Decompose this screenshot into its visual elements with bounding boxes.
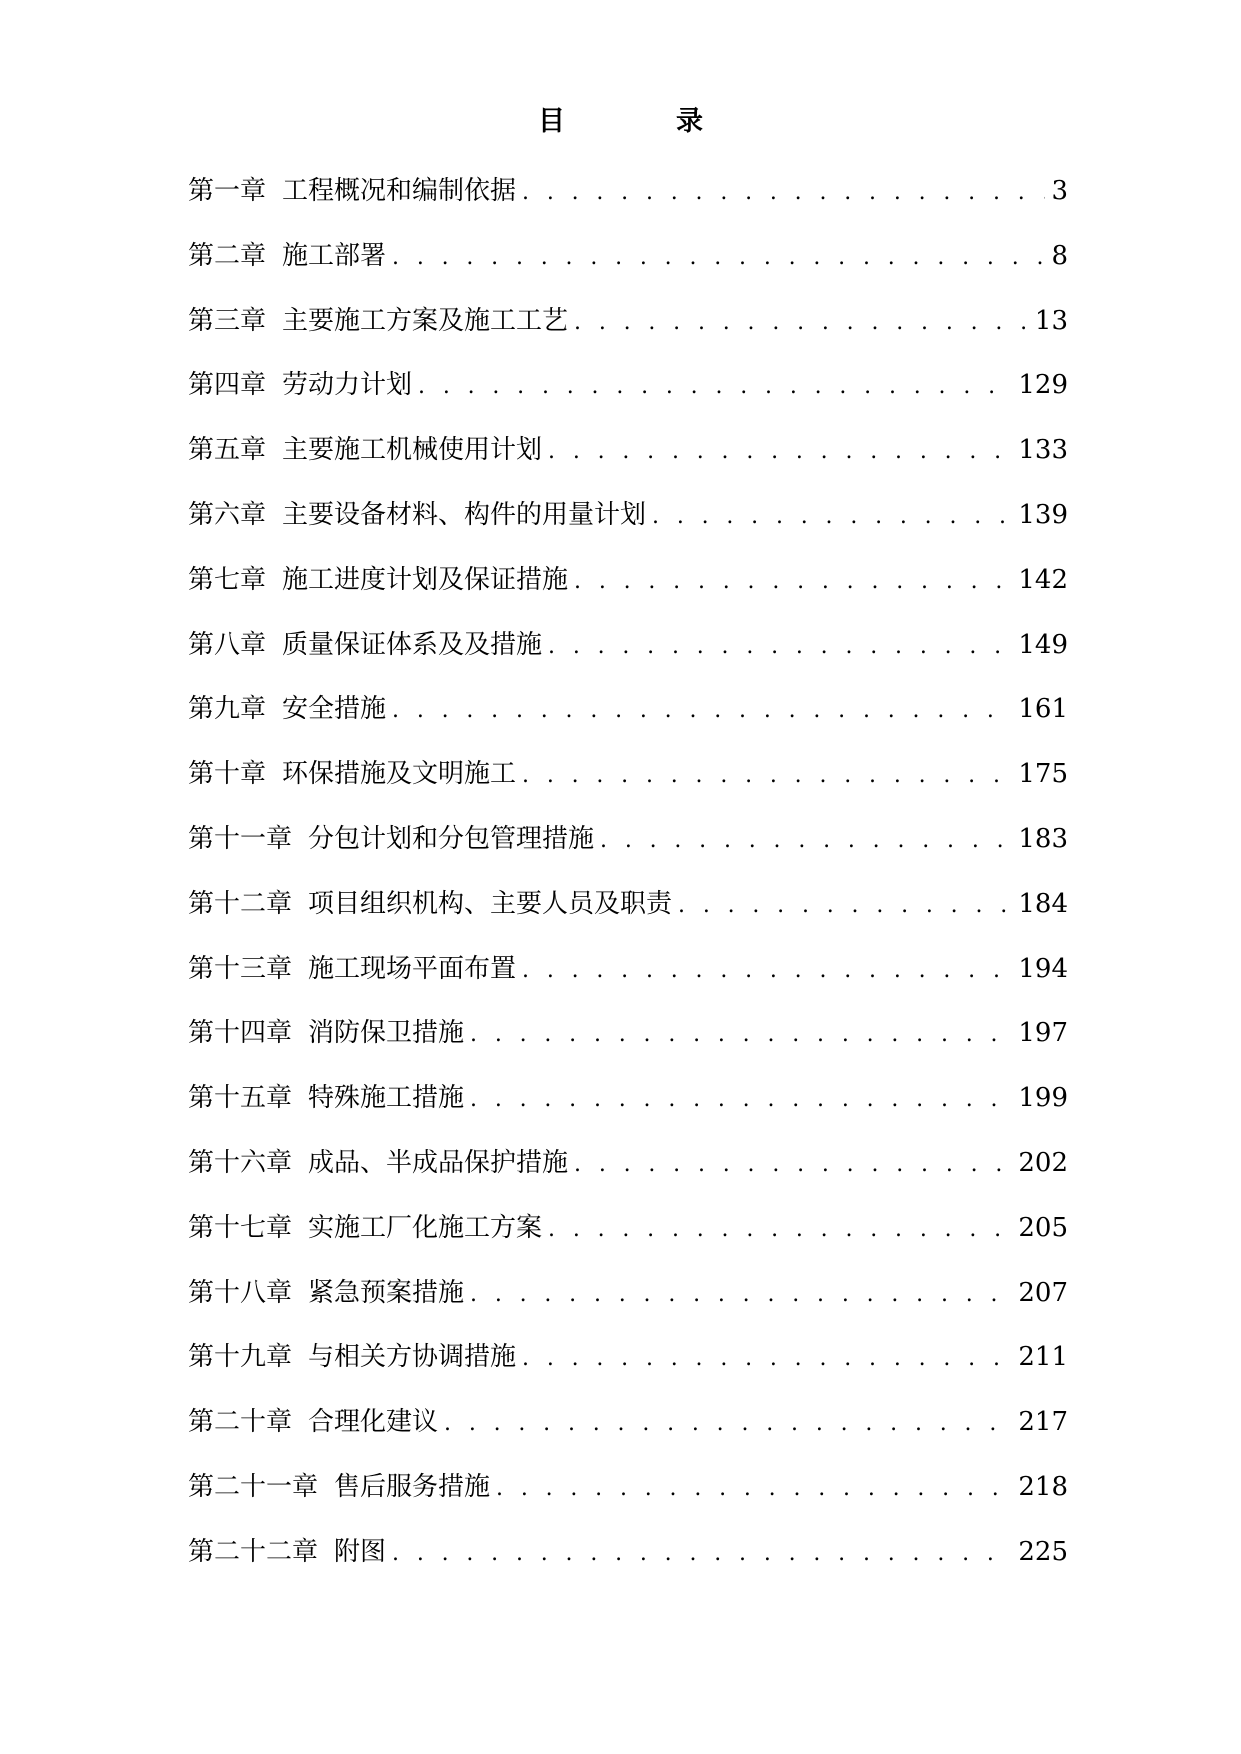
toc-entry (188, 694, 1068, 759)
toc-dot-leader (522, 180, 1045, 206)
toc-chapter-number: 第二十一章 (188, 1471, 319, 1502)
toc-entry (188, 630, 1068, 695)
toc-dot-leader (548, 439, 1012, 465)
toc-page-number: 218 (1018, 1471, 1068, 1502)
toc-entry-title: 紧急预案措施 (308, 1277, 465, 1308)
toc-entry (188, 1148, 1068, 1213)
toc-entry (188, 306, 1068, 371)
toc-entry (188, 1537, 1068, 1602)
toc-chapter-number: 第十七章 (188, 1212, 293, 1243)
toc-chapter-number: 第四章 (188, 370, 267, 401)
toc-entry (188, 824, 1068, 889)
toc-entry-title: 工程概况和编制依据 (282, 176, 517, 206)
toc-entry (188, 1472, 1068, 1537)
toc-dot-leader (652, 504, 1012, 530)
toc-entry-title: 安全措施 (282, 694, 387, 725)
toc-entry-title: 劳动力计划 (282, 370, 413, 401)
toc-chapter-number: 第二十二章 (188, 1536, 319, 1567)
toc-chapter-number: 第十六章 (188, 1147, 293, 1178)
toc-entry (188, 370, 1068, 435)
toc-page-number: 183 (1018, 823, 1068, 854)
toc-dot-leader (522, 958, 1012, 984)
toc-entry (188, 1018, 1068, 1083)
toc-chapter-number: 第十八章 (188, 1277, 293, 1308)
toc-page-number: 149 (1018, 629, 1068, 660)
toc-dot-leader (392, 698, 1012, 724)
toc-entry (188, 1278, 1068, 1343)
toc-entry (188, 954, 1068, 1019)
toc-dot-leader (444, 1411, 1012, 1437)
toc-dot-leader (522, 763, 1012, 789)
toc-chapter-number: 第十二章 (188, 888, 293, 919)
toc-dot-leader (574, 1152, 1012, 1178)
toc-entry-title: 附图 (334, 1536, 387, 1567)
toc-page-number: 197 (1018, 1018, 1068, 1049)
toc-chapter-number: 第八章 (188, 629, 267, 660)
toc-list (188, 176, 1068, 1602)
toc-dot-leader (470, 1022, 1012, 1048)
toc-dot-leader (470, 1087, 1012, 1113)
toc-title: 目 录 (538, 106, 745, 137)
toc-page-number: 225 (1018, 1536, 1068, 1567)
toc-entry-title: 实施工厂化施工方案 (308, 1212, 543, 1243)
toc-page-number: 13 (1034, 305, 1068, 336)
toc-dot-leader (548, 634, 1012, 660)
toc-chapter-number: 第二十章 (188, 1407, 293, 1438)
toc-entry (188, 435, 1068, 500)
toc-chapter-number: 第十九章 (188, 1342, 293, 1373)
toc-page-number: 133 (1018, 435, 1068, 466)
toc-chapter-number: 第十章 (188, 759, 267, 790)
toc-dot-leader (418, 374, 1012, 400)
toc-entry-title: 分包计划和分包管理措施 (308, 823, 595, 854)
toc-entry (188, 1213, 1068, 1278)
toc-dot-leader (470, 1282, 1012, 1308)
toc-chapter-number: 第三章 (188, 305, 267, 336)
toc-entry (188, 889, 1068, 954)
toc-page-number: 161 (1018, 694, 1068, 725)
toc-chapter-number: 第十四章 (188, 1018, 293, 1049)
toc-entry-title: 与相关方协调措施 (308, 1342, 517, 1373)
toc-entry (188, 1083, 1068, 1148)
toc-entry-title: 质量保证体系及及措施 (282, 629, 543, 660)
toc-page-number: 199 (1018, 1083, 1068, 1114)
toc-entry-title: 售后服务措施 (334, 1471, 491, 1502)
toc-page-number: 194 (1018, 953, 1068, 984)
toc-dot-leader (496, 1476, 1012, 1502)
toc-page-number: 184 (1018, 888, 1068, 919)
toc-entry (188, 759, 1068, 824)
toc-chapter-number: 第七章 (188, 564, 267, 595)
toc-dot-leader (522, 1346, 1012, 1372)
toc-entry-title: 特殊施工措施 (308, 1083, 465, 1114)
toc-entry-title: 施工进度计划及保证措施 (282, 564, 569, 595)
toc-page-number: 202 (1018, 1147, 1068, 1178)
toc-dot-leader (392, 245, 1045, 271)
toc-chapter-number: 第一章 (188, 176, 267, 206)
toc-page-number: 217 (1018, 1407, 1068, 1438)
toc-entry-title: 主要施工方案及施工工艺 (282, 305, 569, 336)
toc-entry (188, 241, 1068, 306)
toc-chapter-number: 第十一章 (188, 823, 293, 854)
toc-chapter-number: 第六章 (188, 499, 267, 530)
toc-entry-title: 成品、半成品保护措施 (308, 1147, 569, 1178)
toc-page-number: 142 (1018, 564, 1068, 595)
toc-page-number: 3 (1051, 176, 1068, 206)
toc-entry-title: 施工现场平面布置 (308, 953, 517, 984)
toc-page-number: 8 (1051, 240, 1068, 271)
toc-dot-leader (600, 828, 1012, 854)
toc-dot-leader (392, 1541, 1012, 1567)
toc-entry-title: 环保措施及文明施工 (282, 759, 517, 790)
toc-chapter-number: 第十三章 (188, 953, 293, 984)
toc-entry (188, 1407, 1068, 1472)
toc-entry-title: 合理化建议 (308, 1407, 439, 1438)
toc-dot-leader (548, 1217, 1012, 1243)
toc-entry (188, 176, 1068, 241)
toc-entry (188, 1342, 1068, 1407)
toc-page-number: 129 (1018, 370, 1068, 401)
toc-page-number: 175 (1018, 759, 1068, 790)
toc-page-number: 139 (1018, 499, 1068, 530)
toc-dot-leader (678, 893, 1012, 919)
toc-entry (188, 565, 1068, 630)
toc-chapter-number: 第九章 (188, 694, 267, 725)
toc-page-number: 211 (1018, 1342, 1068, 1373)
toc-dot-leader (574, 569, 1012, 595)
toc-entry-title: 项目组织机构、主要人员及职责 (308, 888, 673, 919)
toc-chapter-number: 第五章 (188, 435, 267, 466)
toc-entry-title: 主要设备材料、构件的用量计划 (282, 499, 647, 530)
toc-chapter-number: 第十五章 (188, 1083, 293, 1114)
toc-chapter-number: 第二章 (188, 240, 267, 271)
toc-dot-leader (574, 310, 1029, 336)
toc-entry (188, 500, 1068, 565)
toc-entry-title: 消防保卫措施 (308, 1018, 465, 1049)
toc-page-number: 207 (1018, 1277, 1068, 1308)
toc-entry-title: 施工部署 (282, 240, 387, 271)
toc-page-number: 205 (1018, 1212, 1068, 1243)
toc-entry-title: 主要施工机械使用计划 (282, 435, 543, 466)
